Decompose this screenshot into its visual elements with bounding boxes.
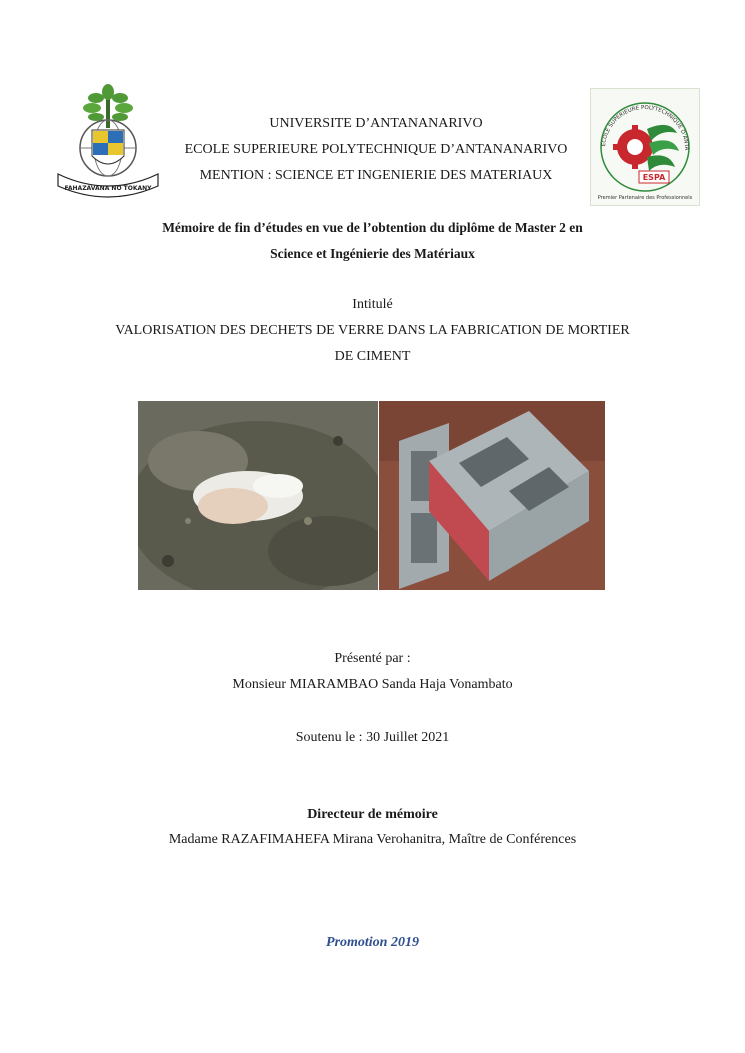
espa-logo-icon — [590, 88, 700, 206]
director-label: Directeur de mémoire — [307, 807, 438, 822]
thesis-title-line1: VALORISATION DES DECHETS DE VERRE DANS LA FABRICATION DE MORTIER — [115, 323, 630, 338]
svg-text:ESPA: ESPA — [642, 173, 666, 182]
mention: MENTION : SCIENCE ET INGENIERIE DES MATERIAUX — [199, 168, 553, 183]
director-name: Madame RAZAFIMAHEFA Mirana Verohanitra, Maître de Conférences — [168, 832, 577, 847]
thesis-description-line2: Science et Ingénierie des Matériaux — [270, 246, 475, 261]
presenter-name: Monsieur MIARAMBAO Sanda Haja Vonambato — [232, 677, 513, 692]
glass-powder-and-soil-photo — [138, 401, 378, 590]
thesis-title-line2: DE CIMENT — [334, 349, 411, 364]
thesis-description-line1: Mémoire de fin d’études en vue de l’obtention du diplôme de Master 2 en — [162, 220, 583, 235]
cement-blocks-photo — [379, 401, 605, 590]
university-name: UNIVERSITE D’ANTANANARIVO — [269, 116, 483, 131]
title-label: Intitulé — [352, 297, 393, 312]
promotion-year: Promotion 2019 — [326, 935, 419, 950]
school-name: ECOLE SUPERIEURE POLYTECHNIQUE D’ANTANANARIVO — [184, 142, 568, 157]
defense-date: Soutenu le : 30 Juillet 2021 — [295, 730, 450, 745]
svg-text:Premier Partenaire des Profess: Premier Partenaire des Professionnels — [597, 195, 693, 201]
svg-text:ECOLE SUPERIEURE POLYTECHNIQUE: ECOLE SUPERIEURE POLYTECHNIQUE D'ANTA — [601, 104, 690, 151]
svg-text:FAHAZAVANA NO TOKANY: FAHAZAVANA NO TOKANY — [64, 185, 152, 192]
presented-by-label: Présenté par : — [334, 651, 411, 666]
university-seal-icon — [52, 78, 164, 204]
